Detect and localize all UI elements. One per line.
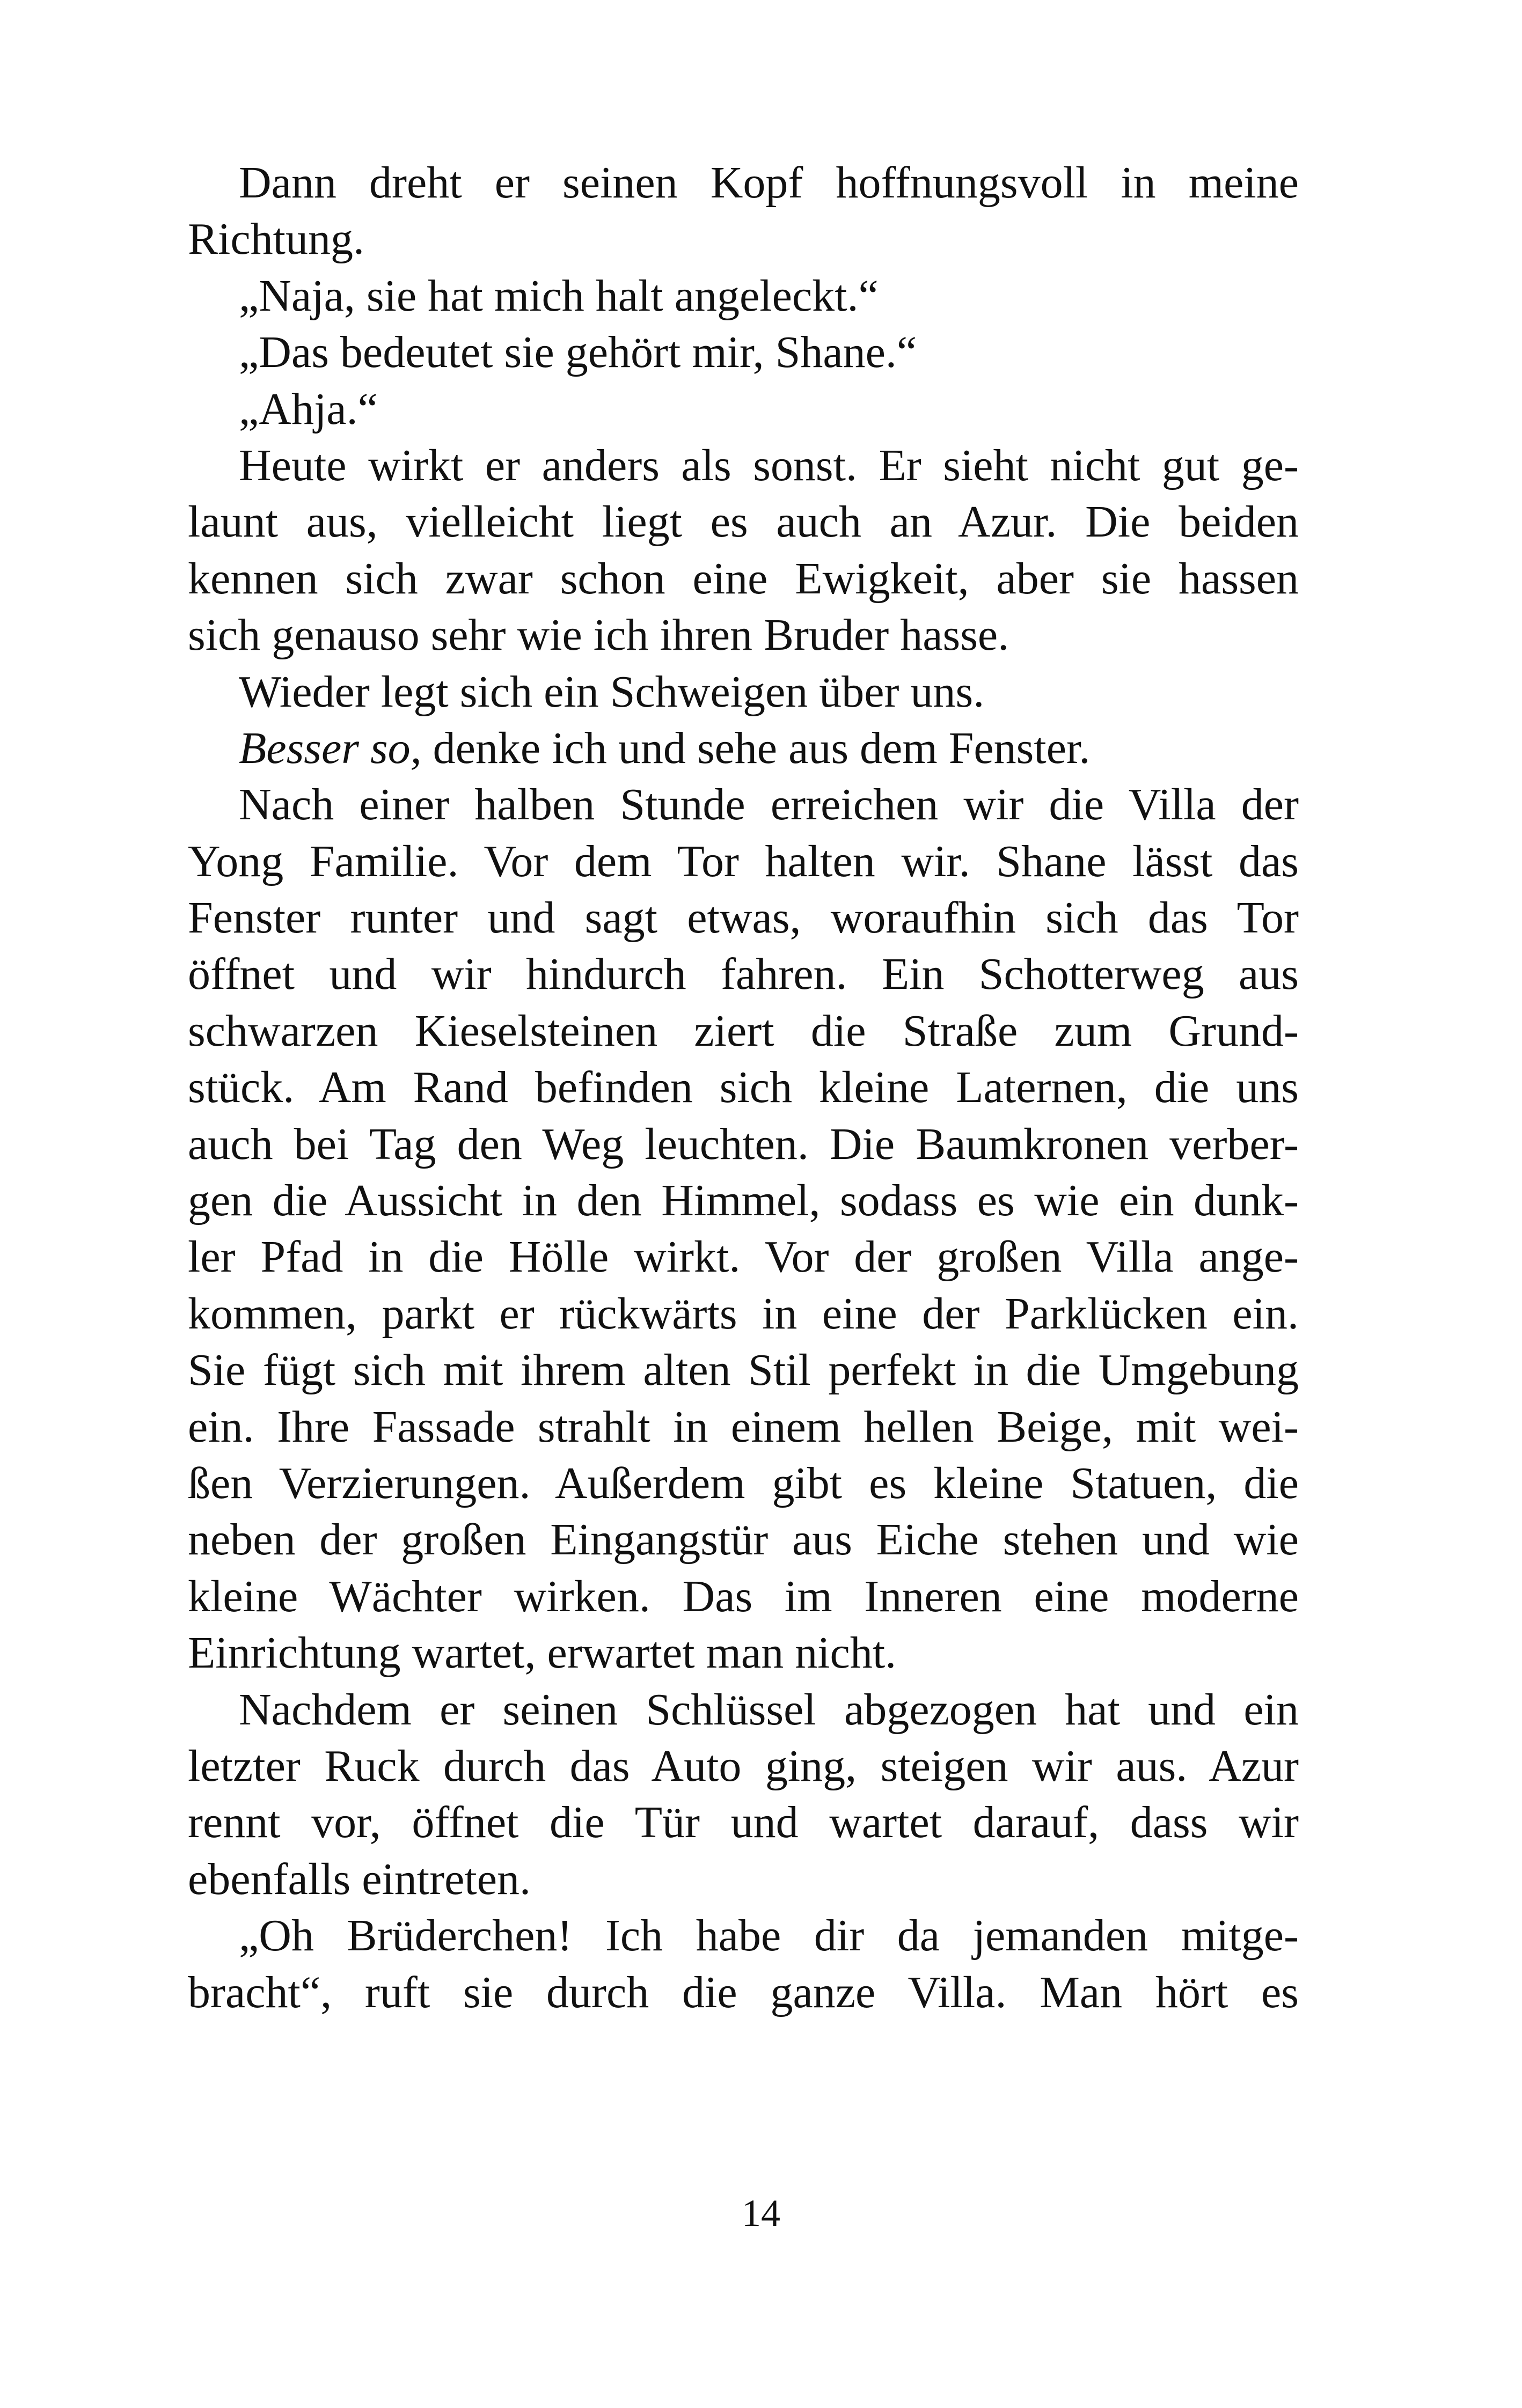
text-line (188, 1851, 1299, 1907)
text-line (188, 1399, 1299, 1455)
line-text: Wieder legt sich ein Schweigen über uns. (239, 666, 985, 717)
line-text: „Oh Brüderchen! Ich habe dir da jemanden mitge- (239, 1911, 1299, 1961)
line-text: ler Pfad in die Hölle wirkt. Vor der großen Villa ange- (188, 1232, 1299, 1282)
line-text: kennen sich zwar schon eine Ewigkeit, aber sie hassen (188, 553, 1299, 604)
text-line (188, 1003, 1299, 1059)
text-line (188, 607, 1299, 663)
text-line (188, 155, 1299, 211)
line-text: Richtung. (188, 214, 364, 265)
text-line (188, 833, 1299, 890)
line-text: Sie fügt sich mit ihrem alten Stil perfekt in die Umgebung (188, 1345, 1299, 1396)
text-line (188, 1625, 1299, 1681)
line-text: kommen, parkt er rückwärts in eine der Parklücken ein. (188, 1288, 1299, 1339)
line-text: stück. Am Rand befinden sich kleine Laternen, die uns (188, 1062, 1299, 1113)
line-text: letzter Ruck durch das Auto ging, steigen wir aus. Azur (188, 1741, 1299, 1791)
line-text: Yong Familie. Vor dem Tor halten wir. Shane lässt das (188, 836, 1299, 886)
text-line (188, 664, 1299, 720)
text-line (188, 890, 1299, 946)
text-line (188, 550, 1299, 607)
text-line (188, 1342, 1299, 1398)
line-text: denke ich und sehe aus dem Fenster. (421, 723, 1091, 773)
text-line (188, 1964, 1299, 2021)
text-line (188, 1738, 1299, 1794)
line-text: ßen Verzierungen. Außerdem gibt es kleine Statuen, die (188, 1458, 1299, 1508)
text-line (188, 776, 1299, 833)
line-text: „Das bedeutet sie gehört mir, Shane.“ (239, 327, 917, 378)
line-text: Dann dreht er seinen Kopf hoffnungsvoll in meine (239, 158, 1299, 208)
line-text: sich genauso sehr wie ich ihren Bruder hasse. (188, 610, 1009, 660)
text-line (188, 1172, 1299, 1229)
text-line (188, 1229, 1299, 1285)
text-line (188, 324, 1299, 380)
line-text: Nachdem er seinen Schlüssel abgezogen hat und ein (239, 1684, 1299, 1735)
line-text: Heute wirkt er anders als sonst. Er sieht nicht gut ge- (239, 440, 1299, 490)
line-text: auch bei Tag den Weg leuchten. Die Baumkronen verber- (188, 1119, 1299, 1169)
line-text: Fenster runter und sagt etwas, woraufhin sich das Tor (188, 893, 1299, 943)
text-line (188, 1286, 1299, 1342)
text-line (188, 1059, 1299, 1115)
line-text: gen die Aussicht in den Himmel, sodass es wie ein dunk- (188, 1176, 1299, 1226)
text-line (188, 720, 1299, 776)
text-line (188, 1907, 1299, 1964)
text-line (188, 1568, 1299, 1625)
line-text: rennt vor, öffnet die Tür und wartet darauf, dass wir (188, 1797, 1299, 1848)
line-text: neben der großen Eingangstür aus Eiche stehen und wie (188, 1515, 1299, 1565)
text-line (188, 946, 1299, 1002)
line-text: launt aus, vielleicht liegt es auch an Azur. Die beiden (188, 497, 1299, 547)
text-line (188, 494, 1299, 550)
line-text: schwarzen Kieselsteinen ziert die Straße zum Grund- (188, 1005, 1299, 1056)
line-text: ebenfalls eintreten. (188, 1854, 531, 1904)
body-text (188, 155, 1299, 2021)
italic-phrase: Besser so, (239, 723, 422, 773)
text-line (188, 1116, 1299, 1172)
text-line (188, 1455, 1299, 1511)
line-text: „Naja, sie hat mich halt angeleckt.“ (239, 270, 879, 321)
line-text: Einrichtung wartet, erwartet man nicht. (188, 1628, 897, 1678)
text-line (188, 1511, 1299, 1568)
text-line (188, 381, 1299, 437)
text-line (188, 268, 1299, 324)
text-line (188, 1794, 1299, 1851)
page-number: 14 (742, 2192, 780, 2235)
text-line (188, 211, 1299, 267)
line-text: bracht“, ruft sie durch die ganze Villa. Man hört es (188, 1967, 1299, 2017)
line-text: kleine Wächter wirken. Das im Inneren eine moderne (188, 1571, 1299, 1621)
text-line (188, 1682, 1299, 1738)
line-text: ein. Ihre Fassade strahlt in einem hellen Beige, mit wei- (188, 1401, 1299, 1452)
line-text: „Ahja.“ (239, 384, 378, 434)
line-text: Nach einer halben Stunde erreichen wir die Villa der (239, 780, 1299, 830)
text-line (188, 437, 1299, 494)
line-text: öffnet und wir hindurch fahren. Ein Schotterweg aus (188, 949, 1299, 1000)
